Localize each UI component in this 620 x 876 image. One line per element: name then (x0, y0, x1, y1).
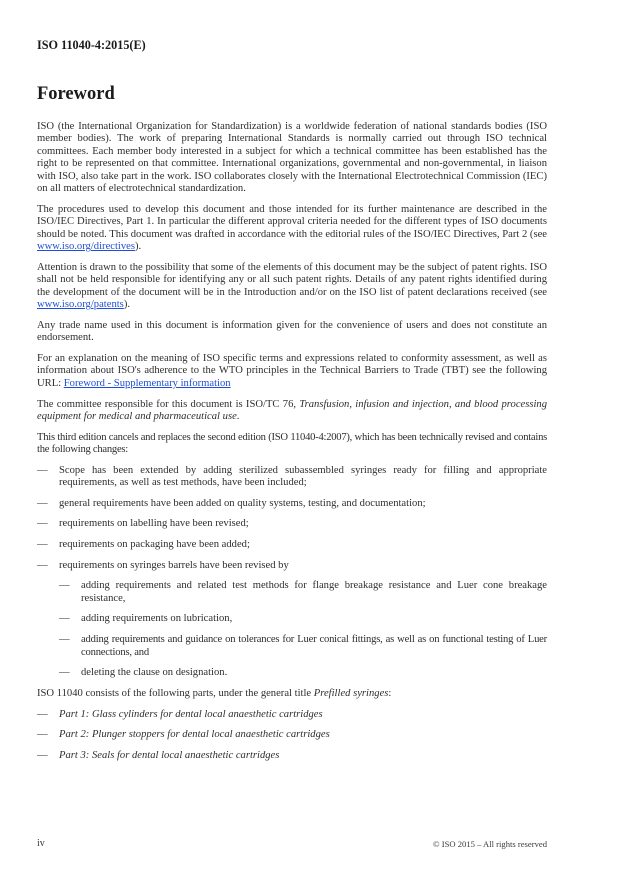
dash-bullet: — (37, 708, 48, 720)
dash-bullet: — (59, 634, 70, 646)
dash-bullet: — (37, 559, 48, 571)
directives-link[interactable]: www.iso.org/directives (37, 241, 135, 253)
list-item-text: requirements on packaging have been added; (59, 539, 250, 551)
dash-bullet: — (37, 497, 48, 509)
paragraph-text: Attention is drawn to the possibility that some of the elements of this document may be the subject of patent rights. ISO shall not be held responsible for identifying any or all such patent rights. Details of any patent rights identified during the development of the document will be in the Introduction and/or on the ISO list of patent declarations received (see (37, 261, 547, 298)
dash-bullet: — (37, 749, 48, 761)
list-item (37, 750, 547, 762)
list-item (59, 667, 547, 679)
barrel-changes-list (59, 580, 547, 679)
paragraph-parts (37, 688, 547, 700)
list-item (37, 729, 547, 741)
paragraph-text: The procedures used to develop this document and those intended for its further maintenance are described in the ISO/IEC Directives, Part 1. In particular the different approval criteria needed for the different types of ISO documents should be noted. This document was drafted in accordance with the editorial rules of the ISO/IEC Directives, Part 2 (see (37, 203, 547, 240)
supplementary-info-link[interactable]: Foreword - Supplementary information (63, 377, 231, 389)
paragraph-patents (37, 262, 547, 312)
paragraph-text: The committee responsible for this document is ISO/TC 76, (37, 398, 300, 410)
dash-bullet: — (37, 729, 48, 741)
general-title: Prefilled syringes (313, 687, 389, 699)
list-item-text: adding requirements and related test methods for flange breakage resistance and Luer cone breakage resistance, (81, 580, 547, 604)
dash-bullet: — (37, 518, 48, 530)
list-item (37, 518, 547, 530)
list-item (37, 560, 547, 680)
section-title: Foreword (37, 84, 115, 104)
paragraph-text: ). (123, 299, 130, 311)
changes-list (37, 465, 547, 680)
parts-list (37, 709, 547, 763)
list-item (59, 580, 547, 605)
paragraph-trade-name: Any trade name used in this document is information given for the convenience of users and does not constitute an endorsement. (37, 319, 547, 344)
list-item-text: requirements on labelling have been revised; (59, 518, 249, 530)
list-item-text: Scope has been extended by adding sterilized subassembled syringes ready for filling and appropriate requirements, as well as test methods, have been included; (59, 464, 547, 489)
paragraph-text: For an explanation on the meaning of ISO specific terms and expressions related to conformity assessment, as well as information about ISO's adherence to the WTO principles in the Technical Barriers to Trade (TBT) see the following URL: (37, 353, 547, 389)
dash-bullet: — (59, 580, 70, 592)
paragraph-procedures (37, 204, 547, 254)
foreword-body (37, 121, 547, 770)
list-item-text: deleting the clause on designation. (81, 667, 228, 679)
paragraph-edition: This third edition cancels and replaces the second edition (ISO 11040-4:2007), which has been technically revised and contains the following changes: (37, 431, 547, 456)
list-item-text: Part 1: Glass cylinders for dental local anaesthetic cartridges (59, 708, 323, 720)
page-number: iv (37, 838, 45, 849)
paragraph-committee (37, 399, 547, 424)
document-id-header: ISO 11040-4:2015(E) (37, 38, 146, 52)
dash-bullet: — (37, 539, 48, 551)
list-item-text: general requirements have been added on quality systems, testing, and documentation; (59, 497, 426, 509)
paragraph-text: : (388, 687, 392, 699)
list-item (59, 613, 547, 625)
list-item (37, 465, 547, 490)
list-item-text: adding requirements and guidance on tolerances for Luer conical fittings, as well as on functional testing of Luer connections, and (81, 634, 547, 658)
paragraph-text: ISO 11040 consists of the following parts, under the general title (37, 687, 314, 699)
list-item (59, 634, 547, 659)
list-item (37, 539, 547, 551)
copyright-notice: © ISO 2015 – All rights reserved (433, 839, 547, 849)
dash-bullet: — (59, 667, 70, 679)
list-item-text: Part 2: Plunger stoppers for dental local anaesthetic cartridges (59, 729, 330, 741)
paragraph-text: . (236, 411, 240, 422)
dash-bullet: — (37, 464, 48, 476)
list-item-text: adding requirements on lubrication, (81, 613, 233, 625)
paragraph-conformity (37, 353, 547, 390)
list-item-text: Part 3: Seals for dental local anaesthetic cartridges (59, 749, 280, 761)
list-item (37, 709, 547, 721)
list-item (37, 498, 547, 510)
paragraph-text: ). (134, 241, 142, 253)
paragraph-iso-intro: ISO (the International Organization for Standardization) is a worldwide federation of national standards bodies (ISO member bodies). The work of preparing International Standards is normally carried out through ISO technical committees. Each member body interested in a subject for which a technical committee has been established has the right to be represented on that committee. International organizations, governmental and non-governmental, in liaison with ISO, also take part in the work. ISO collaborates closely with the International Electrotechnical Commission (IEC) on all matters of electrotechnical standardization. (37, 121, 547, 195)
list-item-text: requirements on syringes barrels have been revised by (59, 559, 289, 571)
patents-link[interactable]: www.iso.org/patents (37, 299, 124, 311)
dash-bullet: — (59, 613, 70, 625)
committee-title: Transfusion, infusion and injection, and blood processing equipment for medical and pharmaceutical use (37, 398, 548, 422)
